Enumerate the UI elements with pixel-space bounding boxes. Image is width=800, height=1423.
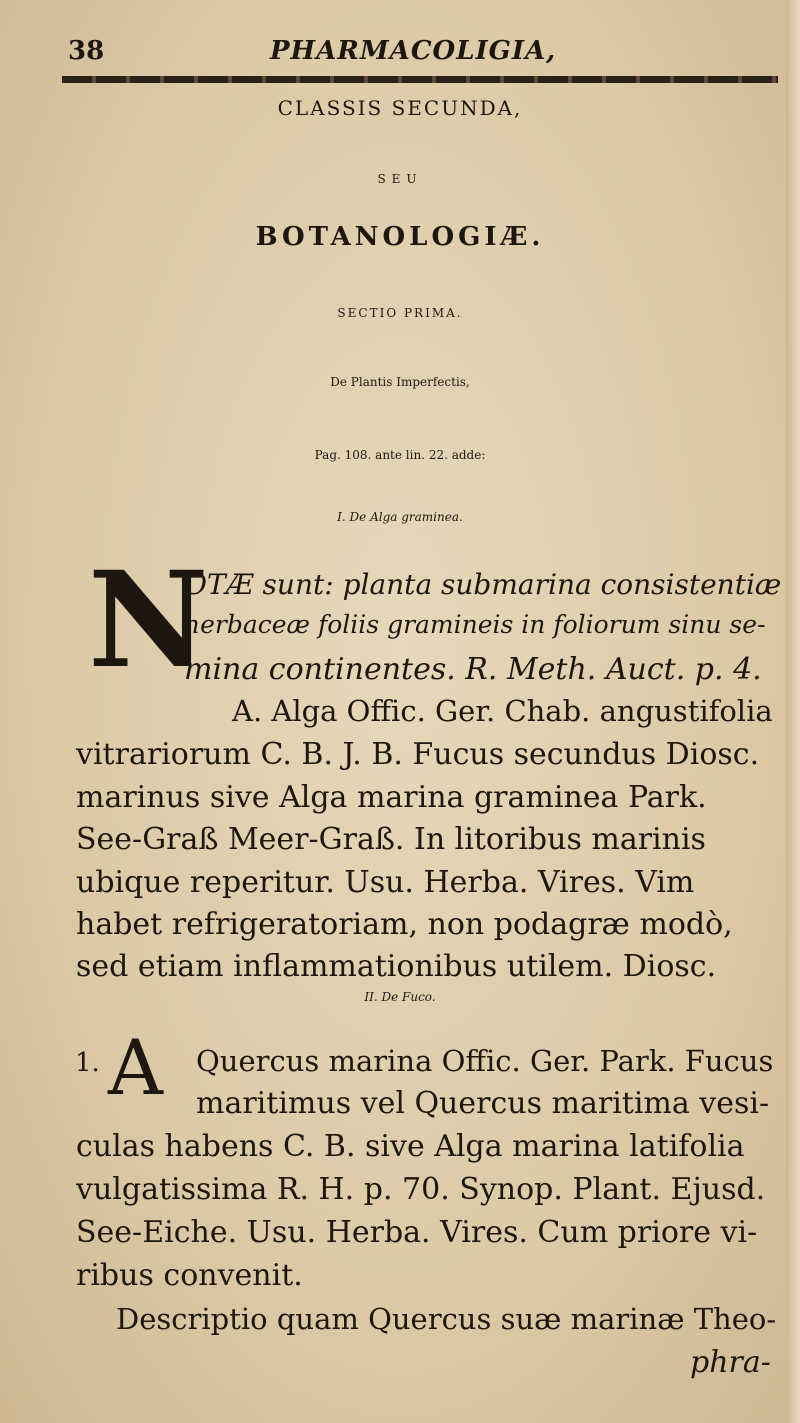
text-line: marinus sive Alga marina graminea Park. [76,780,707,815]
heading-classis: CLASSIS SECUNDA, [277,96,523,120]
text-line: See-Eiche. Usu. Herba. Vires. Cum priore vi- [76,1215,758,1250]
text-line: maritimus vel Quercus maritima vesi- [196,1086,770,1121]
running-head [60,14,780,64]
heading-plantis: De Plantis Imperfectis, [330,375,470,389]
drop-cap-a: A [108,1023,163,1112]
text-line: vitrariorum C. B. J. B. Fucus secundus Diosc. [76,737,760,772]
heading-alga: I. De Alga graminea. [337,510,463,524]
page-edge [786,0,800,1423]
ornamental-rule [62,76,778,83]
drop-cap-n: N [88,543,209,698]
text-line: A. Alga Offic. Ger. Chab. angustifolia [232,694,773,728]
item-number: 1. [75,1048,100,1078]
text-line: culas habens C. B. sive Alga marina latifolia [76,1129,745,1164]
text-line: ribus convenit. [76,1258,303,1293]
text-line: See-Graß Meer-Graß. In litoribus marinis [76,822,706,857]
text-line: vulgatissima R. H. p. 70. Synop. Plant. Ejusd. [76,1172,766,1207]
heading-seu: SEU [377,172,423,186]
heading-fuco: II. De Fuco. [364,990,436,1004]
catchword: phra- [690,1345,771,1380]
heading-botanologiae: BOTANOLOGIÆ. [255,222,545,252]
page-number: 38 [68,36,105,66]
text-line: herbaceæ foliis gramineis in foliorum sinu se- [184,610,766,639]
text-line: habet refrigeratoriam, non podagræ modò, [76,907,733,942]
text-line: mina continentes. R. Meth. Auct. p. 4. [184,652,762,687]
running-title: PHARMACOLIGIA, [270,36,557,66]
text-line: OTÆ sunt: planta submarina consistentiæ [184,568,782,601]
text-line: sed etiam inflammationibus utilem. Diosc. [76,949,717,984]
text-line: Descriptio quam Quercus suæ marinæ Theo- [116,1302,777,1336]
text-line: Quercus marina Offic. Ger. Park. Fucus [196,1044,774,1078]
heading-sectio: SECTIO PRIMA. [337,306,463,320]
text-line: ubique reperitur. Usu. Herba. Vires. Vim [76,865,695,900]
heading-pag: Pag. 108. ante lin. 22. adde: [314,448,486,462]
